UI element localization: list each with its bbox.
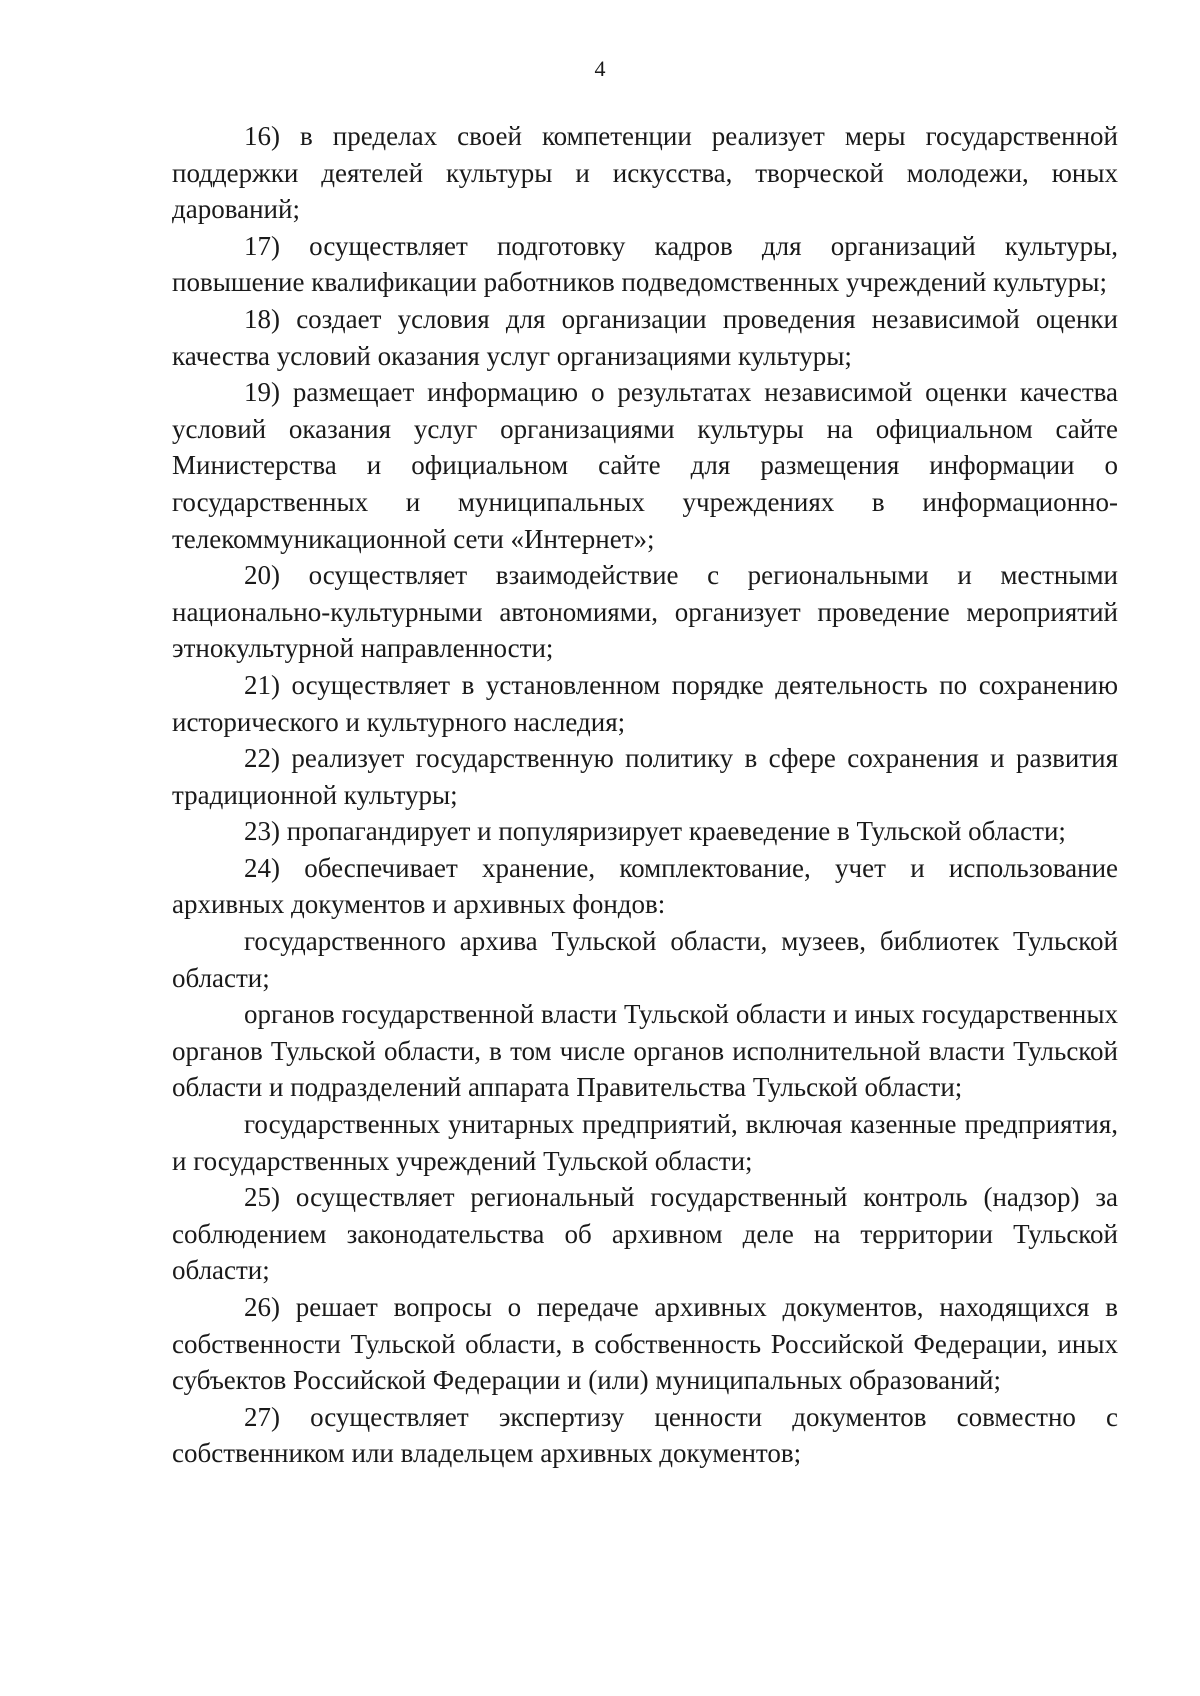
paragraph-subitem-government-bodies: органов государственной власти Тульской области и иных государственных органов Тульской области, в том числе органов исполнительной власти Тульской области и подразделений аппарата Правительства Тульской области; bbox=[172, 999, 1118, 1103]
document-body bbox=[172, 118, 1118, 1472]
paragraph-item-24: 24) обеспечивает хранение, комплектование, учет и использование архивных документов и архивных фондов: bbox=[172, 852, 1118, 920]
page-number: 4 bbox=[594, 56, 606, 81]
paragraph-item-19: 19) размещает информацию о результатах независимой оценки качества условий оказания услуг организациями культуры на официальном сайте Министерства и официальном сайте для размещения информации о государственных и муниципальных учреждениях в информационно-телекоммуникационной сети «Интернет»; bbox=[172, 377, 1118, 554]
paragraph-item-22: 22) реализует государственную политику в сфере сохранения и развития традиционной культуры; bbox=[172, 743, 1118, 810]
paragraph-item-21: 21) осуществляет в установленном порядке деятельность по сохранению исторического и культурного наследия; bbox=[172, 669, 1118, 737]
paragraph-subitem-state-archive: государственного архива Тульской области, музеев, библиотек Тульской области; bbox=[172, 926, 1118, 993]
paragraph-item-25: 25) осуществляет региональный государственный контроль (надзор) за соблюдением законодательства об архивном деле на территории Тульской области; bbox=[172, 1182, 1118, 1286]
paragraph-item-16: 16) в пределах своей компетенции реализует меры государственной поддержки деятелей культуры и искусства, творческой молодежи, юных дарований; bbox=[172, 121, 1118, 225]
paragraph-subitem-enterprises: государственных унитарных предприятий, включая казенные предприятия, и государственных учреждений Тульской области; bbox=[172, 1109, 1118, 1176]
paragraph-item-26: 26) решает вопросы о передаче архивных документов, находящихся в собственности Тульской области, в собственность Российской Федерации, иных субъектов Российской Федерации и (или) муниципальных образований; bbox=[172, 1292, 1118, 1396]
paragraph-item-20: 20) осуществляет взаимодействие с региональными и местными национально-культурными автономиями, организует проведение мероприятий этнокультурной направленности; bbox=[172, 560, 1118, 664]
paragraph-item-18: 18) создает условия для организации проведения независимой оценки качества условий оказания услуг организациями культуры; bbox=[172, 303, 1118, 371]
paragraph-item-27: 27) осуществляет экспертизу ценности документов совместно с собственником или владельцем архивных документов; bbox=[172, 1401, 1118, 1469]
paragraph-item-23: 23) пропагандирует и популяризирует краеведение в Тульской области; bbox=[244, 816, 1066, 847]
paragraph-item-17: 17) осуществляет подготовку кадров для организаций культуры, повышение квалификации работников подведомственных учреждений культуры; bbox=[172, 230, 1118, 298]
